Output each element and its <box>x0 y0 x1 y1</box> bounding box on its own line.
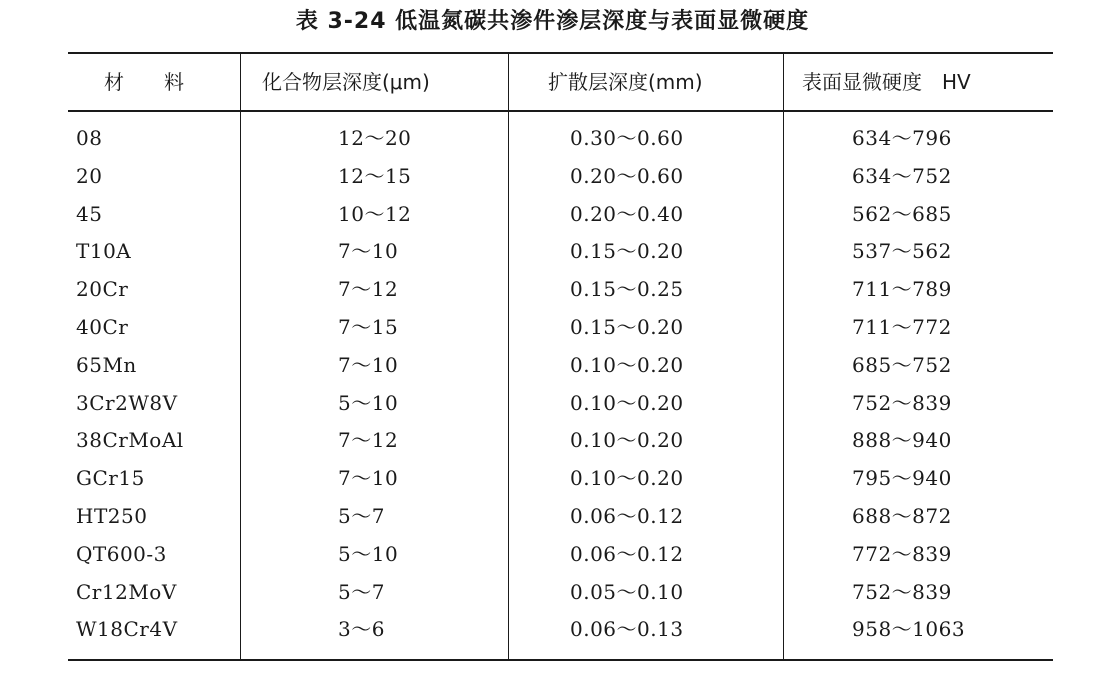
top-rule <box>68 52 1053 54</box>
hardness-cell: 634～796 <box>852 126 952 150</box>
material-cell: QT600-3 <box>76 541 167 566</box>
material-cell: 08 <box>76 126 103 150</box>
compound-depth-cell: 10～12 <box>338 201 412 226</box>
header-diffusion-layer-depth: 扩散层深度(mm) <box>548 70 703 94</box>
header-material: 材 料 <box>104 70 184 94</box>
diffusion-depth-cell: 0.20～0.60 <box>570 163 684 188</box>
table-title: 表 3-24 低温氮碳共渗件渗层深度与表面显微硬度 <box>295 9 810 34</box>
material-cell: GCr15 <box>76 466 145 491</box>
compound-depth-cell: 7～10 <box>338 239 399 264</box>
hardness-cell: 795～940 <box>852 466 952 491</box>
material-cell: 40Cr <box>76 314 129 339</box>
table-row <box>0 196 1105 234</box>
table-row <box>0 158 1105 196</box>
compound-depth-cell: 5～7 <box>338 503 385 528</box>
hardness-cell: 685～752 <box>852 352 952 377</box>
material-cell: T10A <box>76 239 132 264</box>
material-cell: 20Cr <box>76 277 129 302</box>
material-cell: 65Mn <box>76 352 137 377</box>
hardness-cell: 634～752 <box>852 163 952 188</box>
table-row <box>0 233 1105 271</box>
diffusion-depth-cell: 0.15～0.25 <box>570 277 684 302</box>
compound-depth-cell: 7～10 <box>338 352 399 377</box>
hardness-cell: 711～772 <box>852 314 952 339</box>
diffusion-depth-cell: 0.15～0.20 <box>570 314 684 339</box>
hardness-cell: 562～685 <box>852 201 952 226</box>
table-row <box>0 498 1105 536</box>
compound-depth-cell: 12～20 <box>338 126 412 150</box>
diffusion-depth-cell: 0.05～0.10 <box>570 579 684 604</box>
compound-depth-cell: 7～12 <box>338 428 399 453</box>
diffusion-depth-cell: 0.10～0.20 <box>570 428 684 453</box>
hardness-cell: 958～1063 <box>852 617 966 642</box>
diffusion-depth-cell: 0.06～0.12 <box>570 503 684 528</box>
material-cell: 20 <box>76 163 103 188</box>
header-rule <box>68 110 1053 112</box>
compound-depth-cell: 7～10 <box>338 466 399 491</box>
header-surface-microhardness: 表面显微硬度 HV <box>802 70 971 94</box>
compound-depth-cell: 12～15 <box>338 163 412 188</box>
hardness-cell: 537～562 <box>852 239 952 264</box>
hardness-cell: 688～872 <box>852 503 952 528</box>
hardness-cell: 772～839 <box>852 541 952 566</box>
diffusion-depth-cell: 0.10～0.20 <box>570 390 684 415</box>
table-body <box>0 120 1105 649</box>
table-row <box>0 536 1105 574</box>
diffusion-depth-cell: 0.15～0.20 <box>570 239 684 264</box>
header-compound-layer-depth: 化合物层深度(μm) <box>262 70 430 94</box>
table-row <box>0 309 1105 347</box>
diffusion-depth-cell: 0.10～0.20 <box>570 466 684 491</box>
material-cell: 38CrMoAl <box>76 428 184 453</box>
table-row <box>0 460 1105 498</box>
material-cell: 3Cr2W8V <box>76 390 178 415</box>
bottom-rule <box>68 659 1053 661</box>
compound-depth-cell: 5～10 <box>338 390 399 415</box>
hardness-cell: 888～940 <box>852 428 952 453</box>
compound-depth-cell: 7～12 <box>338 277 399 302</box>
table-row <box>0 611 1105 649</box>
hardness-cell: 752～839 <box>852 390 952 415</box>
material-cell: Cr12MoV <box>76 579 177 604</box>
hardness-cell: 711～789 <box>852 277 952 302</box>
diffusion-depth-cell: 0.30～0.60 <box>570 126 684 150</box>
table-row <box>0 574 1105 612</box>
table-row <box>0 347 1105 385</box>
diffusion-depth-cell: 0.10～0.20 <box>570 352 684 377</box>
compound-depth-cell: 3～6 <box>338 617 385 642</box>
diffusion-depth-cell: 0.06～0.13 <box>570 617 684 642</box>
compound-depth-cell: 5～10 <box>338 541 399 566</box>
table-row <box>0 422 1105 460</box>
diffusion-depth-cell: 0.06～0.12 <box>570 541 684 566</box>
hardness-cell: 752～839 <box>852 579 952 604</box>
table-row <box>0 271 1105 309</box>
material-cell: 45 <box>76 201 103 226</box>
material-cell: HT250 <box>76 503 148 528</box>
diffusion-depth-cell: 0.20～0.40 <box>570 201 684 226</box>
compound-depth-cell: 5～7 <box>338 579 385 604</box>
table-row <box>0 385 1105 423</box>
compound-depth-cell: 7～15 <box>338 314 399 339</box>
table-row <box>0 120 1105 158</box>
material-cell: W18Cr4V <box>76 617 178 642</box>
